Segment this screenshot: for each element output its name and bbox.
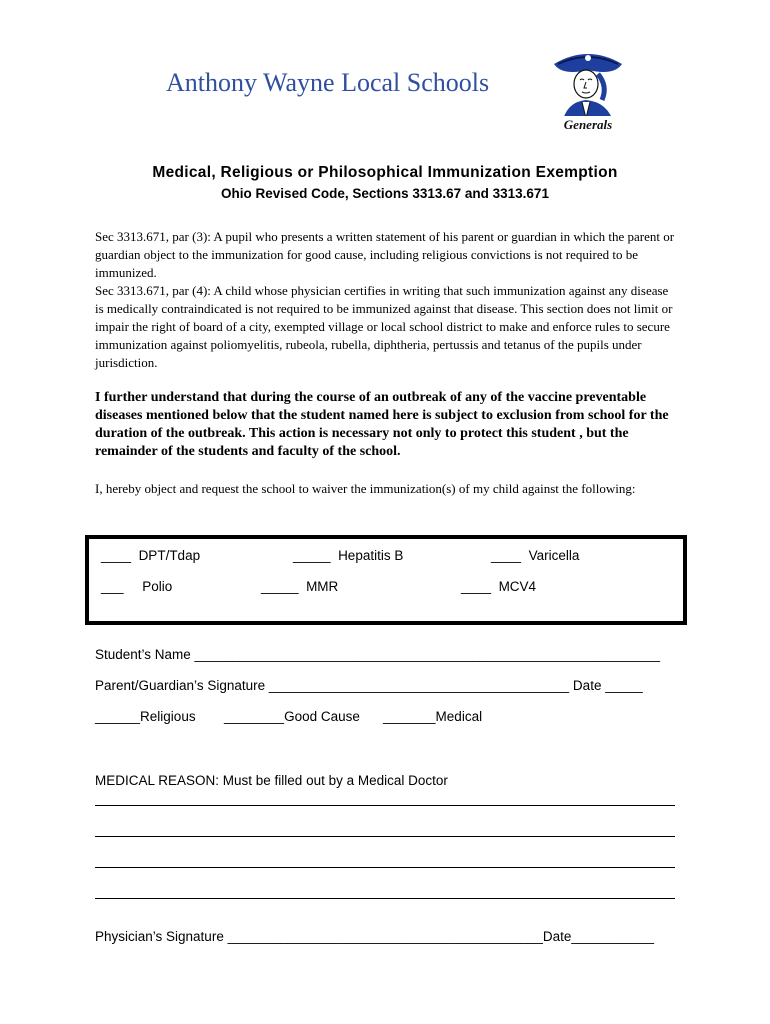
vaccine-selection-box <box>85 535 687 625</box>
vaccine-label: Varicella <box>528 548 580 563</box>
vaccine-item-polio[interactable] <box>101 579 172 594</box>
good-cause-option[interactable]: ________Good Cause <box>224 709 360 724</box>
vaccine-item-hepatitis-b[interactable] <box>293 548 403 563</box>
vaccine-label: Hepatitis B <box>338 548 404 563</box>
vaccine-blank[interactable]: ____ <box>101 548 132 563</box>
sec-par3-paragraph: Sec 3313.671, par (3): A pupil who presents a written statement of his parent or guardian in which the parent or guardian object to the immunization for good cause, including religious convictions is not required to be immunized. <box>95 229 675 280</box>
generals-mascot-logo <box>548 46 628 136</box>
medical-reason-label: MEDICAL REASON: Must be filled out by a Medical Doctor <box>95 773 448 788</box>
outbreak-notice-paragraph: I further understand that during the course of an outbreak of any of the vaccine preventable diseases mentioned below that the student named here is subject to exclusion from school for the duration of the outbreak. This action is necessary not only to protect this student , but the remainder of the students and faculty of the school. <box>95 390 669 459</box>
form-subtitle: Ohio Revised Code, Sections 3313.67 and 3313.671 <box>221 186 549 201</box>
vaccine-blank[interactable]: _____ <box>261 579 299 594</box>
vaccine-item-mcv4[interactable] <box>461 579 536 594</box>
vaccine-blank[interactable]: _____ <box>293 548 331 563</box>
vaccine-label: MCV4 <box>498 579 537 594</box>
vaccine-blank[interactable]: ____ <box>491 548 522 563</box>
vaccine-label: DPT/Tdap <box>138 548 201 563</box>
vaccine-blank[interactable]: ___ <box>101 579 124 594</box>
medical-reason-line-1[interactable] <box>95 805 675 806</box>
vaccine-blank[interactable]: ____ <box>461 579 492 594</box>
school-name-heading: Anthony Wayne Local Schools <box>166 68 490 97</box>
medical-reason-line-3[interactable] <box>95 867 675 868</box>
student-name-field[interactable]: Student’s Name ______________________________________________________________ <box>95 647 661 662</box>
object-statement-paragraph: I, hereby object and request the school to waiver the immunization(s) of my child against the following: <box>95 481 636 496</box>
vaccine-label: Polio <box>142 579 173 594</box>
medical-reason-line-2[interactable] <box>95 836 675 837</box>
vaccine-item-dpt-tdap[interactable] <box>101 548 200 563</box>
medical-option[interactable]: _______Medical <box>383 709 483 724</box>
logo-wordmark: Generals <box>563 117 613 132</box>
physician-signature-field[interactable]: Physician’s Signature __________________________________________Date___________ <box>95 929 655 944</box>
vaccine-item-mmr[interactable] <box>261 579 338 594</box>
parent-signature-field[interactable]: Parent/Guardian’s Signature ________________________________________ Date _____ <box>95 678 643 693</box>
vaccine-label: MMR <box>306 579 339 594</box>
religious-option[interactable]: ______Religious <box>95 709 196 724</box>
sec-par4-paragraph: Sec 3313.671, par (4): A child whose physician certifies in writing that such immunization against any disease is medically contraindicated is not required to be immunized against that disease. This section does not limit or impair the right of board of a city, exempted village or local school district to make and enforce rules to secure immunization against poliomyelitis, rubeola, rubella, diphtheria, pertussis and tetanus of the pupils under jurisdiction. <box>95 283 673 370</box>
form-title: Medical, Religious or Philosophical Immunization Exemption <box>152 164 618 181</box>
vaccine-item-varicella[interactable] <box>491 548 579 563</box>
medical-reason-line-4[interactable] <box>95 898 675 899</box>
